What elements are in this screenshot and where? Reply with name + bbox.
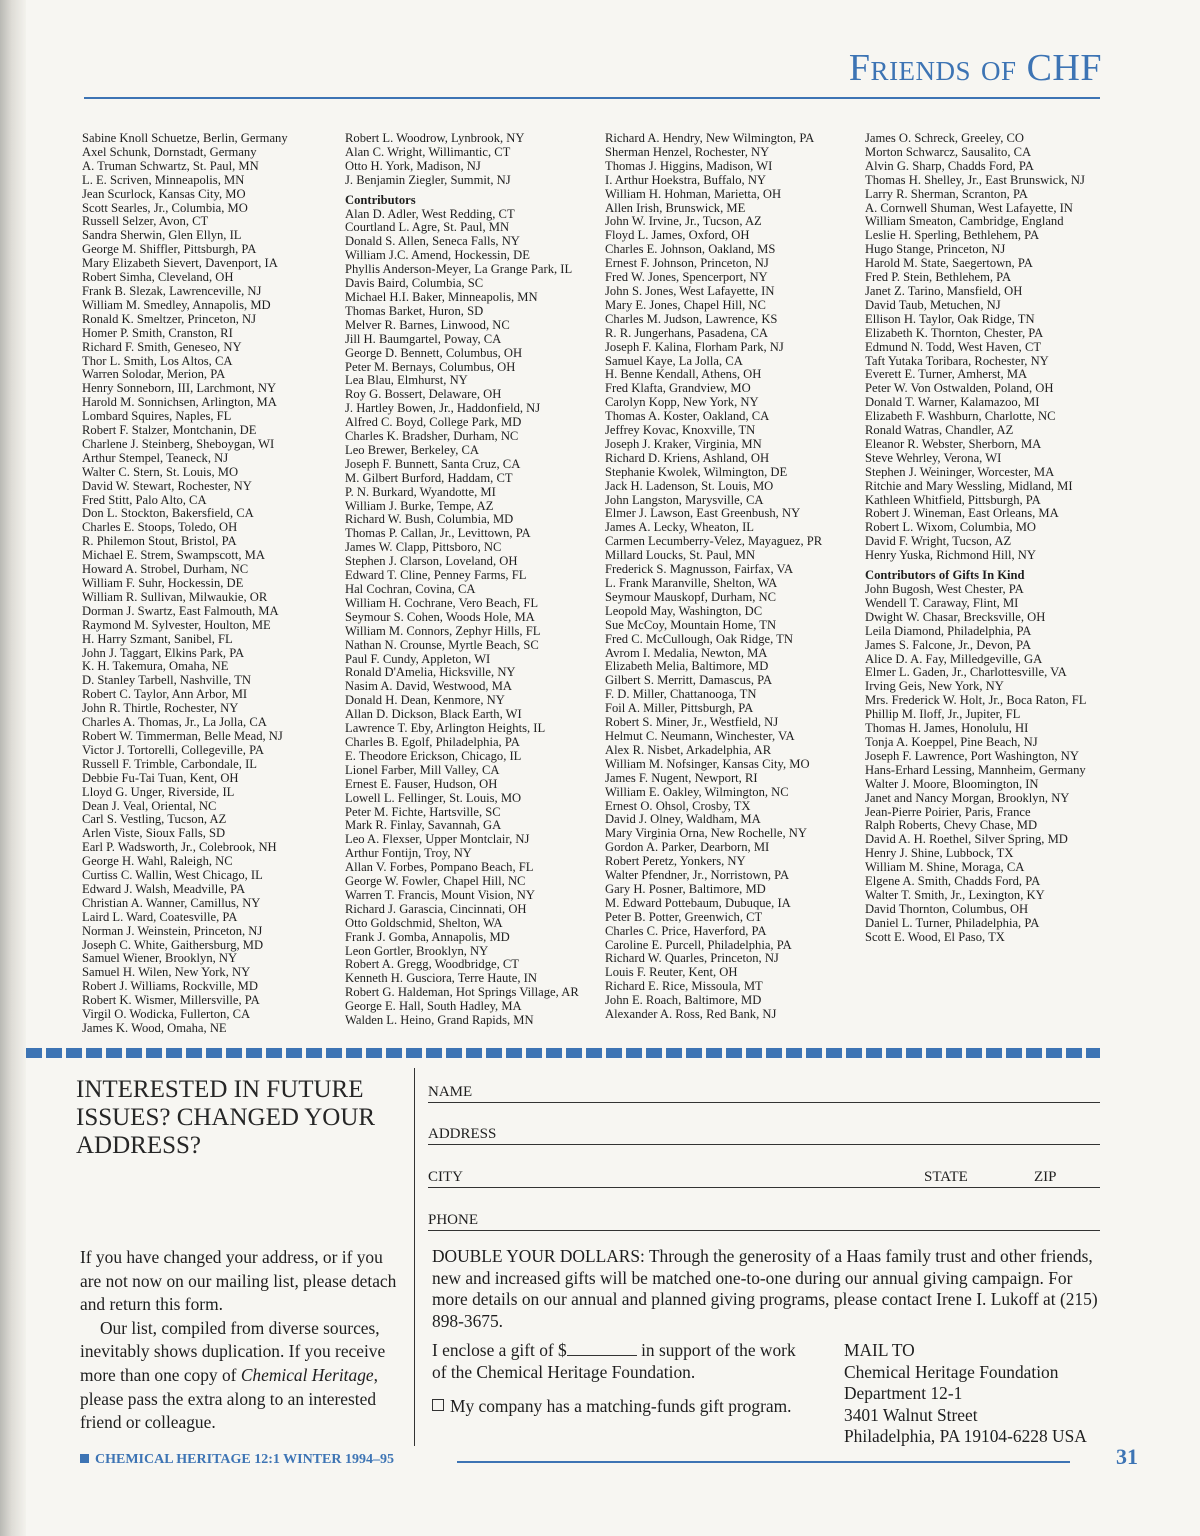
donor-entry: Leo A. Flexser, Upper Montclair, NJ xyxy=(345,832,530,847)
donor-entry: Frederick S. Magnusson, Fairfax, VA xyxy=(605,562,794,577)
donor-entry: Seymour S. Cohen, Woods Hole, MA xyxy=(345,609,535,624)
donor-entry: Allan V. Forbes, Pompano Beach, FL xyxy=(345,860,534,875)
donor-entry: Floyd L. James, Oxford, OH xyxy=(605,228,750,243)
donor-entry: Carmen Lecumberry-Velez, Mayaguez, PR xyxy=(605,534,823,549)
donor-entry: Fred Stitt, Palo Alto, CA xyxy=(82,492,207,507)
donor-entry: Louis F. Reuter, Kent, OH xyxy=(605,965,738,980)
donor-entry: Charles A. Thomas, Jr., La Jolla, CA xyxy=(82,715,267,730)
donor-entry: Leon Gortler, Brooklyn, NY xyxy=(345,943,489,958)
donor-entry: Alan D. Adler, West Redding, CT xyxy=(345,206,515,221)
phone-label: PHONE xyxy=(428,1212,479,1228)
donor-entry: Robert W. Timmerman, Belle Mead, NJ xyxy=(82,728,283,743)
donor-entry: Charles E. Stoops, Toledo, OH xyxy=(82,520,238,535)
donor-entry: Leila Diamond, Philadelphia, PA xyxy=(865,623,1032,638)
donor-entry: William Smeaton, Cambridge, England xyxy=(865,214,1064,229)
donor-entry: Don L. Stockton, Bakersfield, CA xyxy=(82,506,254,521)
header-rule xyxy=(84,97,1100,99)
donor-entry: Jean Scurlock, Kansas City, MO xyxy=(82,186,246,201)
donor-entry: Stephen J. Clarson, Loveland, OH xyxy=(345,554,518,569)
donor-entry: Davis Baird, Columbia, SC xyxy=(345,276,484,291)
donor-entry: Jeffrey Kovac, Knoxville, TN xyxy=(605,423,756,438)
donor-entry: Robert L. Wixom, Columbia, MO xyxy=(865,520,1037,535)
donor-entry: Thomas Barket, Huron, SD xyxy=(345,303,484,318)
donor-entry: Frank B. Slezak, Lawrenceville, NJ xyxy=(82,283,262,298)
donor-entry: Fred W. Jones, Spencerport, NY xyxy=(605,270,768,285)
gift-amount-blank[interactable] xyxy=(567,1355,637,1356)
donor-entry: George H. Wahl, Raleigh, NC xyxy=(82,854,233,869)
donor-entry: P. N. Burkard, Wyandotte, MI xyxy=(345,484,496,499)
donor-entry: Mary Virginia Orna, New Rochelle, NY xyxy=(605,826,807,841)
donor-entry: R. R. Jungerhans, Pasadena, CA xyxy=(605,325,768,340)
donor-entry: Paul F. Cundy, Appleton, WI xyxy=(345,651,491,666)
donor-entry: Otto Goldschmid, Shelton, WA xyxy=(345,915,503,930)
donor-entry: Alex R. Nisbet, Arkadelphia, AR xyxy=(605,742,772,757)
donor-entry: R. Philemon Stout, Bristol, PA xyxy=(82,534,237,549)
donor-entry: H. Benne Kendall, Athens, OH xyxy=(605,367,762,382)
detach-dashed-line xyxy=(26,1048,1100,1058)
donor-entry: Roy G. Bossert, Delaware, OH xyxy=(345,387,502,402)
donor-entry: Richard W. Bush, Columbia, MD xyxy=(345,512,514,527)
gifts-in-kind-heading: Contributors of Gifts In Kind xyxy=(865,568,1025,583)
donor-entry: Robert Peretz, Yonkers, NY xyxy=(605,854,746,869)
donor-entry: Howard A. Strobel, Durham, NC xyxy=(82,562,249,577)
donor-entry: Joseph C. White, Gaithersburg, MD xyxy=(82,937,264,952)
donor-entry: Donald T. Warner, Kalamazoo, MI xyxy=(865,395,1040,410)
donor-entry: Ritchie and Mary Wessling, Midland, MI xyxy=(865,478,1073,493)
instructions-paragraph-2: Our list, compiled from diverse sources, inevitably shows duplication. If you receive more than one copy of Chemical Heritage, please pass the extra along to an interested friend or colleague. xyxy=(80,1317,386,1433)
donor-entry: David A. H. Roethel, Silver Spring, MD xyxy=(865,832,1068,847)
donor-entry: Axel Schunk, Dornstadt, Germany xyxy=(82,144,257,159)
donor-entry: J. Hartley Bowen, Jr., Haddonfield, NJ xyxy=(345,401,541,416)
donor-entry: Thomas H. Shelley, Jr., East Brunswick, NJ xyxy=(865,172,1085,187)
donor-entry: Caroline E. Purcell, Philadelphia, PA xyxy=(605,937,792,952)
donor-entry: D. Stanley Tarbell, Nashville, TN xyxy=(82,673,251,688)
donor-entry: Virgil O. Wodicka, Fullerton, CA xyxy=(82,1007,251,1022)
donor-entry: Russell Selzer, Avon, CT xyxy=(82,214,209,229)
donor-entry: William H. Cochrane, Vero Beach, FL xyxy=(345,595,539,610)
donor-entry: Harold M. State, Saegertown, PA xyxy=(865,256,1033,271)
donor-entry: Richard D. Kriens, Ashland, OH xyxy=(605,450,770,465)
donor-entry: Charles C. Price, Haverford, PA xyxy=(605,923,767,938)
donor-entry: Harold M. Sonnichsen, Arlington, MA xyxy=(82,395,277,410)
instructions-paragraph-1: If you have changed your address, or if you are not now on our mailing list, please detach and return this form. xyxy=(80,1247,397,1315)
donor-entry: Foil A. Miller, Pittsburgh, PA xyxy=(605,701,754,716)
donor-entry: Phillip M. Iloff, Jr., Jupiter, FL xyxy=(865,707,1021,722)
donor-entry: Millard Loucks, St. Paul, MN xyxy=(605,548,756,563)
donor-entry: F. D. Miller, Chattanooga, TN xyxy=(605,687,757,702)
donor-entry: Samuel Wiener, Brooklyn, NY xyxy=(82,951,238,966)
donor-entry: Walden L. Heino, Grand Rapids, MN xyxy=(345,1013,534,1028)
donor-entry: Robert F. Stalzer, Montchanin, DE xyxy=(82,423,257,438)
footer-square-icon xyxy=(80,1454,89,1463)
donor-entry: William J.C. Amend, Hockessin, DE xyxy=(345,248,530,263)
donor-entry: Lowell L. Fellinger, St. Louis, MO xyxy=(345,790,522,805)
donor-entry: Elizabeth K. Thornton, Chester, PA xyxy=(865,325,1044,340)
donor-entry: Lawrence T. Eby, Arlington Heights, IL xyxy=(345,721,546,736)
mail-to-address: MAIL TO Chemical Heritage Foundation Department 12-1 3401 Walnut Street Philadelphia, PA 19104-6228 USA xyxy=(844,1340,1087,1447)
donor-entry: L. Frank Maranville, Shelton, WA xyxy=(605,576,778,590)
donor-entry: Nathan N. Crounse, Myrtle Beach, SC xyxy=(345,637,539,652)
donor-entry: Lionel Farber, Mill Valley, CA xyxy=(345,762,500,777)
donor-entry: Fred C. McCullough, Oak Ridge, TN xyxy=(605,631,793,646)
donor-entry: Carolyn Kopp, New York, NY xyxy=(605,395,759,410)
donor-entry: Charlene J. Steinberg, Sheboygan, WI xyxy=(82,436,275,451)
donor-entry: John S. Jones, West Lafayette, IN xyxy=(605,283,775,298)
donor-entry: Robert J. Wineman, East Orleans, MA xyxy=(865,506,1059,521)
donor-entry: Richard J. Garascia, Cincinnati, OH xyxy=(345,901,527,916)
donor-entry: Elizabeth F. Washburn, Charlotte, NC xyxy=(865,409,1056,424)
donor-entry: Daniel L. Turner, Philadelphia, PA xyxy=(865,915,1040,930)
page-binding-shadow xyxy=(0,0,26,1536)
donor-entry: Walter Pfendner, Jr., Norristown, PA xyxy=(605,868,790,883)
donor-entry: M. Gilbert Burford, Haddam, CT xyxy=(345,470,513,485)
donor-entry: Scott E. Wood, El Paso, TX xyxy=(865,929,1005,944)
donor-entry: Michael H.I. Baker, Minneapolis, MN xyxy=(345,289,538,304)
donor-entry: Thomas H. James, Honolulu, HI xyxy=(865,721,1029,736)
donor-entry: Arlen Viste, Sioux Falls, SD xyxy=(82,826,226,841)
donor-entry: Mrs. Frederick W. Holt, Jr., Boca Raton, FL xyxy=(865,693,1087,708)
donor-entry: Robert J. Williams, Rockville, MD xyxy=(82,979,258,994)
donor-entry: Carl S. Vestling, Tucson, AZ xyxy=(82,812,227,827)
donor-entry: Hal Cochran, Covina, CA xyxy=(345,582,476,596)
phone-field[interactable] xyxy=(428,1208,1100,1231)
donor-entry: Sabine Knoll Schuetze, Berlin, Germany xyxy=(82,131,288,145)
form-heading: INTERESTED IN FUTURE ISSUES? CHANGED YOUR ADDRESS? xyxy=(76,1076,376,1159)
donor-entry: William E. Oakley, Wilmington, NC xyxy=(605,784,789,799)
donor-entry: Warren T. Francis, Mount Vision, NY xyxy=(345,887,535,902)
donor-entry: Ernest F. Johnson, Princeton, NJ xyxy=(605,256,769,271)
donor-entry: Curtiss C. Wallin, West Chicago, IL xyxy=(82,868,263,883)
donor-column-1 xyxy=(82,132,327,1036)
donor-entry: Melver R. Barnes, Linwood, NC xyxy=(345,317,510,332)
donor-entry: James O. Schreck, Greeley, CO xyxy=(865,131,1025,145)
donor-entry: William M. Shine, Moraga, CA xyxy=(865,860,1025,875)
donor-entry: Allen Irish, Brunswick, ME xyxy=(605,200,746,215)
donor-entry: Donald H. Dean, Kenmore, NY xyxy=(345,693,505,708)
donor-entry: William M. Connors, Zephyr Hills, FL xyxy=(345,623,541,638)
donor-entry: Courtland L. Agre, St. Paul, MN xyxy=(345,220,510,235)
donor-entry: Stephanie Kwolek, Wilmington, DE xyxy=(605,464,788,479)
matching-funds-checkbox[interactable] xyxy=(432,1399,444,1411)
donor-entry: Scott Searles, Jr., Columbia, MO xyxy=(82,200,248,215)
donor-entry: David W. Stewart, Rochester, NY xyxy=(82,478,252,493)
donor-entry: Robert A. Gregg, Woodbridge, CT xyxy=(345,957,519,972)
matching-funds-option[interactable]: My company has a matching-funds gift program. xyxy=(432,1396,812,1418)
giving-appeal: DOUBLE YOUR DOLLARS: Through the generosity of a Haas family trust and other friends, new and increased gifts will be matched one-to-one during our annual giving campaign. For more details on our annual and planned giving programs, please contact Irene I. Lukoff at (215) 898-3675. xyxy=(432,1246,1098,1331)
donor-entry: George E. Hall, South Hadley, MA xyxy=(345,999,522,1014)
donor-entry: K. H. Takemura, Omaha, NE xyxy=(82,659,229,674)
donor-entry: John R. Thirtle, Rochester, NY xyxy=(82,701,239,716)
donor-entry: James F. Nugent, Newport, RI xyxy=(605,770,758,785)
donor-entry: Elmer L. Gaden, Jr., Charlottesville, VA xyxy=(865,665,1067,680)
donor-entry: Richard A. Hendry, New Wilmington, PA xyxy=(605,131,815,145)
address-label: ADDRESS xyxy=(428,1126,497,1142)
donor-entry: George W. Fowler, Chapel Hill, NC xyxy=(345,874,526,889)
donor-entry: Elmer J. Lawson, East Greenbush, NY xyxy=(605,506,801,521)
donor-entry: Dorman J. Swartz, East Falmouth, MA xyxy=(82,603,279,618)
donor-entry: Peter B. Potter, Greenwich, CT xyxy=(605,909,763,924)
donor-entry: Joseph F. Lawrence, Port Washington, NY xyxy=(865,748,1079,763)
donor-entry: Wendell T. Caraway, Flint, MI xyxy=(865,595,1019,610)
donor-entry: William F. Suhr, Hockessin, DE xyxy=(82,576,244,590)
donor-entry: A. Cornwell Shuman, West Lafayette, IN xyxy=(865,200,1073,215)
donor-entry: David Taub, Metuchen, NJ xyxy=(865,297,1001,312)
donor-entry: H. Harry Szmant, Sanibel, FL xyxy=(82,631,233,646)
donor-entry: Thor L. Smith, Los Altos, CA xyxy=(82,353,233,368)
donor-entry: Earl P. Wadsworth, Jr., Colebrook, NH xyxy=(82,840,277,855)
donor-entry: Gordon A. Parker, Dearborn, MI xyxy=(605,840,770,855)
footer-rule xyxy=(457,1461,1070,1463)
donor-entry: Jill H. Baumgartel, Poway, CA xyxy=(345,331,502,346)
donor-entry: James W. Clapp, Pittsboro, NC xyxy=(345,540,502,555)
donor-entry: Richard F. Smith, Geneseo, NY xyxy=(82,339,242,354)
gift-amount-line: I enclose a gift of $ in support of the work of the Chemical Heritage Foundation. xyxy=(432,1340,796,1382)
donor-entry: Hugo Stange, Princeton, NJ xyxy=(865,242,1006,257)
donor-entry: Joseph J. Kraker, Virginia, MN xyxy=(605,436,762,451)
donor-entry: Taft Yutaka Toribara, Rochester, NY xyxy=(865,353,1049,368)
donor-entry: M. Edward Pottebaum, Dubuque, IA xyxy=(605,895,791,910)
donor-entry: Avrom I. Medalia, Newton, MA xyxy=(605,645,768,660)
donor-entry: Dean J. Veal, Oriental, NC xyxy=(82,798,217,813)
donor-entry: Walter C. Stern, St. Louis, MO xyxy=(82,464,239,479)
donor-entry: A. Truman Schwartz, St. Paul, MN xyxy=(82,158,259,173)
donor-entry: Phyllis Anderson-Meyer, La Grange Park, IL xyxy=(345,262,573,277)
donor-entry: Raymond M. Sylvester, Houlton, ME xyxy=(82,617,271,632)
donor-entry: John Bugosh, West Chester, PA xyxy=(865,582,1024,596)
donor-entry: David F. Wright, Tucson, AZ xyxy=(865,534,1012,549)
donor-entry: Alice D. A. Fay, Milledgeville, GA xyxy=(865,651,1043,666)
donor-entry: Elizabeth Melia, Baltimore, MD xyxy=(605,659,769,674)
donor-column-3 xyxy=(605,132,850,1022)
donor-entry: William H. Hohman, Marietta, OH xyxy=(605,186,782,201)
donor-entry: Victor J. Tortorelli, Collegeville, PA xyxy=(82,742,265,757)
donor-entry: George M. Shiffler, Pittsburgh, PA xyxy=(82,242,257,257)
donor-entry: Jack H. Ladenson, St. Louis, MO xyxy=(605,478,774,493)
donor-entry: Lombard Squires, Naples, FL xyxy=(82,409,232,424)
donor-entry: Kathleen Whitfield, Pittsburgh, PA xyxy=(865,492,1041,507)
donor-entry: Steve Wehrley, Verona, WI xyxy=(865,450,1002,465)
donor-entry: Sherman Henzel, Rochester, NY xyxy=(605,144,770,159)
donor-entry: Janet and Nancy Morgan, Brooklyn, NY xyxy=(865,790,1070,805)
zip-label: ZIP xyxy=(1034,1169,1057,1185)
donor-entry: Alan C. Wright, Willimantic, CT xyxy=(345,144,511,159)
donor-entry: Charles E. Johnson, Oakland, MS xyxy=(605,242,776,257)
donor-entry: Thomas A. Koster, Oakland, CA xyxy=(605,409,770,424)
donor-entry: Alvin G. Sharp, Chadds Ford, PA xyxy=(865,158,1034,173)
donor-entry: William R. Sullivan, Milwaukie, OR xyxy=(82,589,268,604)
donor-entry: Joseph F. Bunnett, Santa Cruz, CA xyxy=(345,456,521,471)
donor-entry: Janet Z. Tarino, Mansfield, OH xyxy=(865,283,1023,298)
form-divider xyxy=(414,1068,415,1446)
donor-entry: Alfred C. Boyd, College Park, MD xyxy=(345,415,522,430)
page-number: 31 xyxy=(1116,1444,1138,1469)
donor-entry: Walter T. Smith, Jr., Lexington, KY xyxy=(865,887,1045,902)
donor-entry: Ronald K. Smeltzer, Princeton, NJ xyxy=(82,311,257,326)
donor-entry: Walter J. Moore, Bloomington, IN xyxy=(865,776,1039,791)
donor-entry: Lloyd G. Unger, Riverside, IL xyxy=(82,784,235,799)
donor-entry: Ernest E. Fauser, Hudson, OH xyxy=(345,776,498,791)
donor-entry: Gary H. Posner, Baltimore, MD xyxy=(605,881,766,896)
donor-entry: James K. Wood, Omaha, NE xyxy=(82,1021,227,1035)
donor-entry: Robert C. Taylor, Ann Arbor, MI xyxy=(82,687,248,702)
donor-entry: Henry J. Shine, Lubbock, TX xyxy=(865,846,1014,861)
city-state-zip-field[interactable] xyxy=(428,1165,1100,1188)
donor-entry: John W. Irvine, Jr., Tucson, AZ xyxy=(605,214,762,229)
donor-entry: Russell F. Trimble, Carbondale, IL xyxy=(82,756,257,771)
donor-entry: Charles B. Egolf, Philadelphia, PA xyxy=(345,734,520,749)
donor-entry: William J. Burke, Tempe, AZ xyxy=(345,498,494,513)
donor-entry: Alexander A. Ross, Red Bank, NJ xyxy=(605,1007,777,1022)
donor-entry: Dwight W. Chasar, Brecksville, OH xyxy=(865,609,1046,624)
donor-entry: Mark R. Finlay, Savannah, GA xyxy=(345,818,502,833)
donor-entry: Allan D. Dickson, Black Earth, WI xyxy=(345,707,522,722)
donor-entry: Sandra Sherwin, Glen Ellyn, IL xyxy=(82,228,242,243)
donor-entry: Richard W. Quarles, Princeton, NJ xyxy=(605,951,779,966)
donor-entry: Ronald Watras, Chandler, AZ xyxy=(865,423,1014,438)
donor-entry: Warren Solodar, Merion, PA xyxy=(82,367,226,382)
donor-column-4 xyxy=(865,132,1110,945)
donor-entry: Samuel H. Wilen, New York, NY xyxy=(82,965,251,980)
name-label: NAME xyxy=(428,1084,473,1100)
donor-entry: Tonja A. Koeppel, Pine Beach, NJ xyxy=(865,734,1038,749)
donor-entry: Richard E. Rice, Missoula, MT xyxy=(605,979,763,994)
donor-entry: L. E. Scriven, Minneapolis, MN xyxy=(82,172,245,187)
donor-entry: Laird L. Ward, Coatesville, PA xyxy=(82,909,238,924)
form-instructions xyxy=(80,1246,400,1435)
donor-entry: Edward J. Walsh, Meadville, PA xyxy=(82,881,246,896)
donor-entry: Robert L. Woodrow, Lynbrook, NY xyxy=(345,131,525,145)
contributors-heading: Contributors xyxy=(345,192,416,207)
donor-entry: Kenneth H. Gusciora, Terre Haute, IN xyxy=(345,971,537,986)
donor-entry: E. Theodore Erickson, Chicago, IL xyxy=(345,748,522,763)
donor-entry: Ernest O. Ohsol, Crosby, TX xyxy=(605,798,751,813)
donor-entry: Morton Schwarcz, Sausalito, CA xyxy=(865,144,1032,159)
donor-entry: James A. Lecky, Wheaton, IL xyxy=(605,520,754,535)
donor-entry: Arthur Stempel, Teaneck, NJ xyxy=(82,450,229,465)
donor-entry: Samuel Kaye, La Jolla, CA xyxy=(605,353,743,368)
donor-column-2 xyxy=(345,132,590,1028)
donor-entry: Elgene A. Smith, Chadds Ford, PA xyxy=(865,874,1041,889)
donor-entry: Jean-Pierre Poirier, Paris, France xyxy=(865,804,1031,819)
donor-entry: John Langston, Marysville, CA xyxy=(605,492,764,507)
donor-entry: Nasim A. David, Westwood, MA xyxy=(345,679,513,694)
donor-entry: Gilbert S. Merritt, Damascus, PA xyxy=(605,673,773,688)
publication-footer: CHEMICAL HERITAGE 12:1 WINTER 1994–95 xyxy=(80,1452,394,1468)
donor-entry: George D. Bennett, Columbus, OH xyxy=(345,345,523,360)
donor-entry: Irving Geis, New York, NY xyxy=(865,679,1004,694)
donor-entry: William M. Smedley, Annapolis, MD xyxy=(82,297,271,312)
page-section-title: Friends of CHF xyxy=(848,47,1102,89)
donor-entry: I. Arthur Hoekstra, Buffalo, NY xyxy=(605,172,767,187)
donor-entry: Hans-Erhard Lessing, Mannheim, Germany xyxy=(865,762,1086,777)
donor-entry: Christian A. Wanner, Camillus, NY xyxy=(82,895,261,910)
donor-entry: Robert K. Wismer, Millersville, PA xyxy=(82,993,260,1008)
donor-entry: Seymour Mauskopf, Durham, NC xyxy=(605,589,777,604)
donor-entry: Fred Klafta, Grandview, MO xyxy=(605,381,751,396)
donor-entry: James S. Falcone, Jr., Devon, PA xyxy=(865,637,1032,652)
donor-entry: Robert Simha, Cleveland, OH xyxy=(82,270,234,285)
donor-entry: Arthur Fontijn, Troy, NY xyxy=(345,846,472,861)
donor-entry: Stephen J. Weininger, Worcester, MA xyxy=(865,464,1055,479)
donor-entry: Robert G. Haldeman, Hot Springs Village, AR xyxy=(345,985,579,1000)
donor-entry: Mary E. Jones, Chapel Hill, NC xyxy=(605,297,766,312)
donor-entry: Henry Yuska, Richmond Hill, NY xyxy=(865,548,1036,563)
donor-entry: Donald S. Allen, Seneca Falls, NY xyxy=(345,234,520,249)
donor-entry: Robert S. Miner, Jr., Westfield, NJ xyxy=(605,715,779,730)
donor-entry: David Thornton, Columbus, OH xyxy=(865,901,1029,916)
name-field[interactable] xyxy=(428,1080,1100,1103)
donor-entry: Charles K. Bradsher, Durham, NC xyxy=(345,429,519,444)
donor-entry: Thomas J. Higgins, Madison, WI xyxy=(605,158,773,173)
donor-entry: Helmut C. Neumann, Winchester, VA xyxy=(605,728,795,743)
donor-entry: David J. Olney, Waldham, MA xyxy=(605,812,761,827)
donor-entry: Leopold May, Washington, DC xyxy=(605,603,763,618)
donor-entry: Thomas P. Callan, Jr., Levittown, PA xyxy=(345,526,531,541)
donor-entry: Peter W. Von Ostwalden, Poland, OH xyxy=(865,381,1054,396)
donor-entry: Lea Blau, Elmhurst, NY xyxy=(345,373,468,388)
donor-entry: Sue McCoy, Mountain Home, TN xyxy=(605,617,777,632)
donor-entry: John J. Taggart, Elkins Park, PA xyxy=(82,645,245,660)
donor-entry: Michael E. Strem, Swampscott, MA xyxy=(82,548,265,563)
donor-entry: William M. Nofsinger, Kansas City, MO xyxy=(605,756,810,771)
state-label: STATE xyxy=(924,1169,968,1185)
donor-entry: Everett E. Turner, Amherst, MA xyxy=(865,367,1028,382)
donor-entry: Ronald D'Amelia, Hicksville, NY xyxy=(345,665,516,680)
donor-entry: Joseph F. Kalina, Florham Park, NJ xyxy=(605,339,784,354)
donor-entry: Mary Elizabeth Sievert, Davenport, IA xyxy=(82,256,278,271)
address-field[interactable] xyxy=(428,1122,1100,1145)
donor-entry: John E. Roach, Baltimore, MD xyxy=(605,993,762,1008)
donor-entry: Ralph Roberts, Chevy Chase, MD xyxy=(865,818,1038,833)
donor-entry: Charles M. Judson, Lawrence, KS xyxy=(605,311,778,326)
donor-entry: Leo Brewer, Berkeley, CA xyxy=(345,442,480,457)
donor-entry: Leslie H. Sperling, Bethlehem, PA xyxy=(865,228,1040,243)
donor-entry: J. Benjamin Ziegler, Summit, NJ xyxy=(345,172,511,187)
donor-entry: Larry R. Sherman, Scranton, PA xyxy=(865,186,1028,201)
donor-entry: Frank J. Gomba, Annapolis, MD xyxy=(345,929,510,944)
city-label: CITY xyxy=(428,1169,463,1185)
donor-entry: Norman J. Weinstein, Princeton, NJ xyxy=(82,923,263,938)
donor-entry: Henry Sonneborn, III, Larchmont, NY xyxy=(82,381,277,396)
donor-entry: Peter M. Bernays, Columbus, OH xyxy=(345,359,516,374)
donor-entry: Otto H. York, Madison, NJ xyxy=(345,158,481,173)
donor-entry: Homer P. Smith, Cranston, RI xyxy=(82,325,233,340)
donor-entry: Peter M. Fichte, Hartsville, SC xyxy=(345,804,501,819)
donor-entry: Eleanor R. Webster, Sherborn, MA xyxy=(865,436,1042,451)
donor-entry: Fred P. Stein, Bethlehem, PA xyxy=(865,270,1012,285)
donor-entry: Debbie Fu-Tai Tuan, Kent, OH xyxy=(82,770,239,785)
donor-entry: Edmund N. Todd, West Haven, CT xyxy=(865,339,1042,354)
donor-entry: Ellison H. Taylor, Oak Ridge, TN xyxy=(865,311,1035,326)
donor-entry: Edward T. Cline, Penney Farms, FL xyxy=(345,568,527,583)
